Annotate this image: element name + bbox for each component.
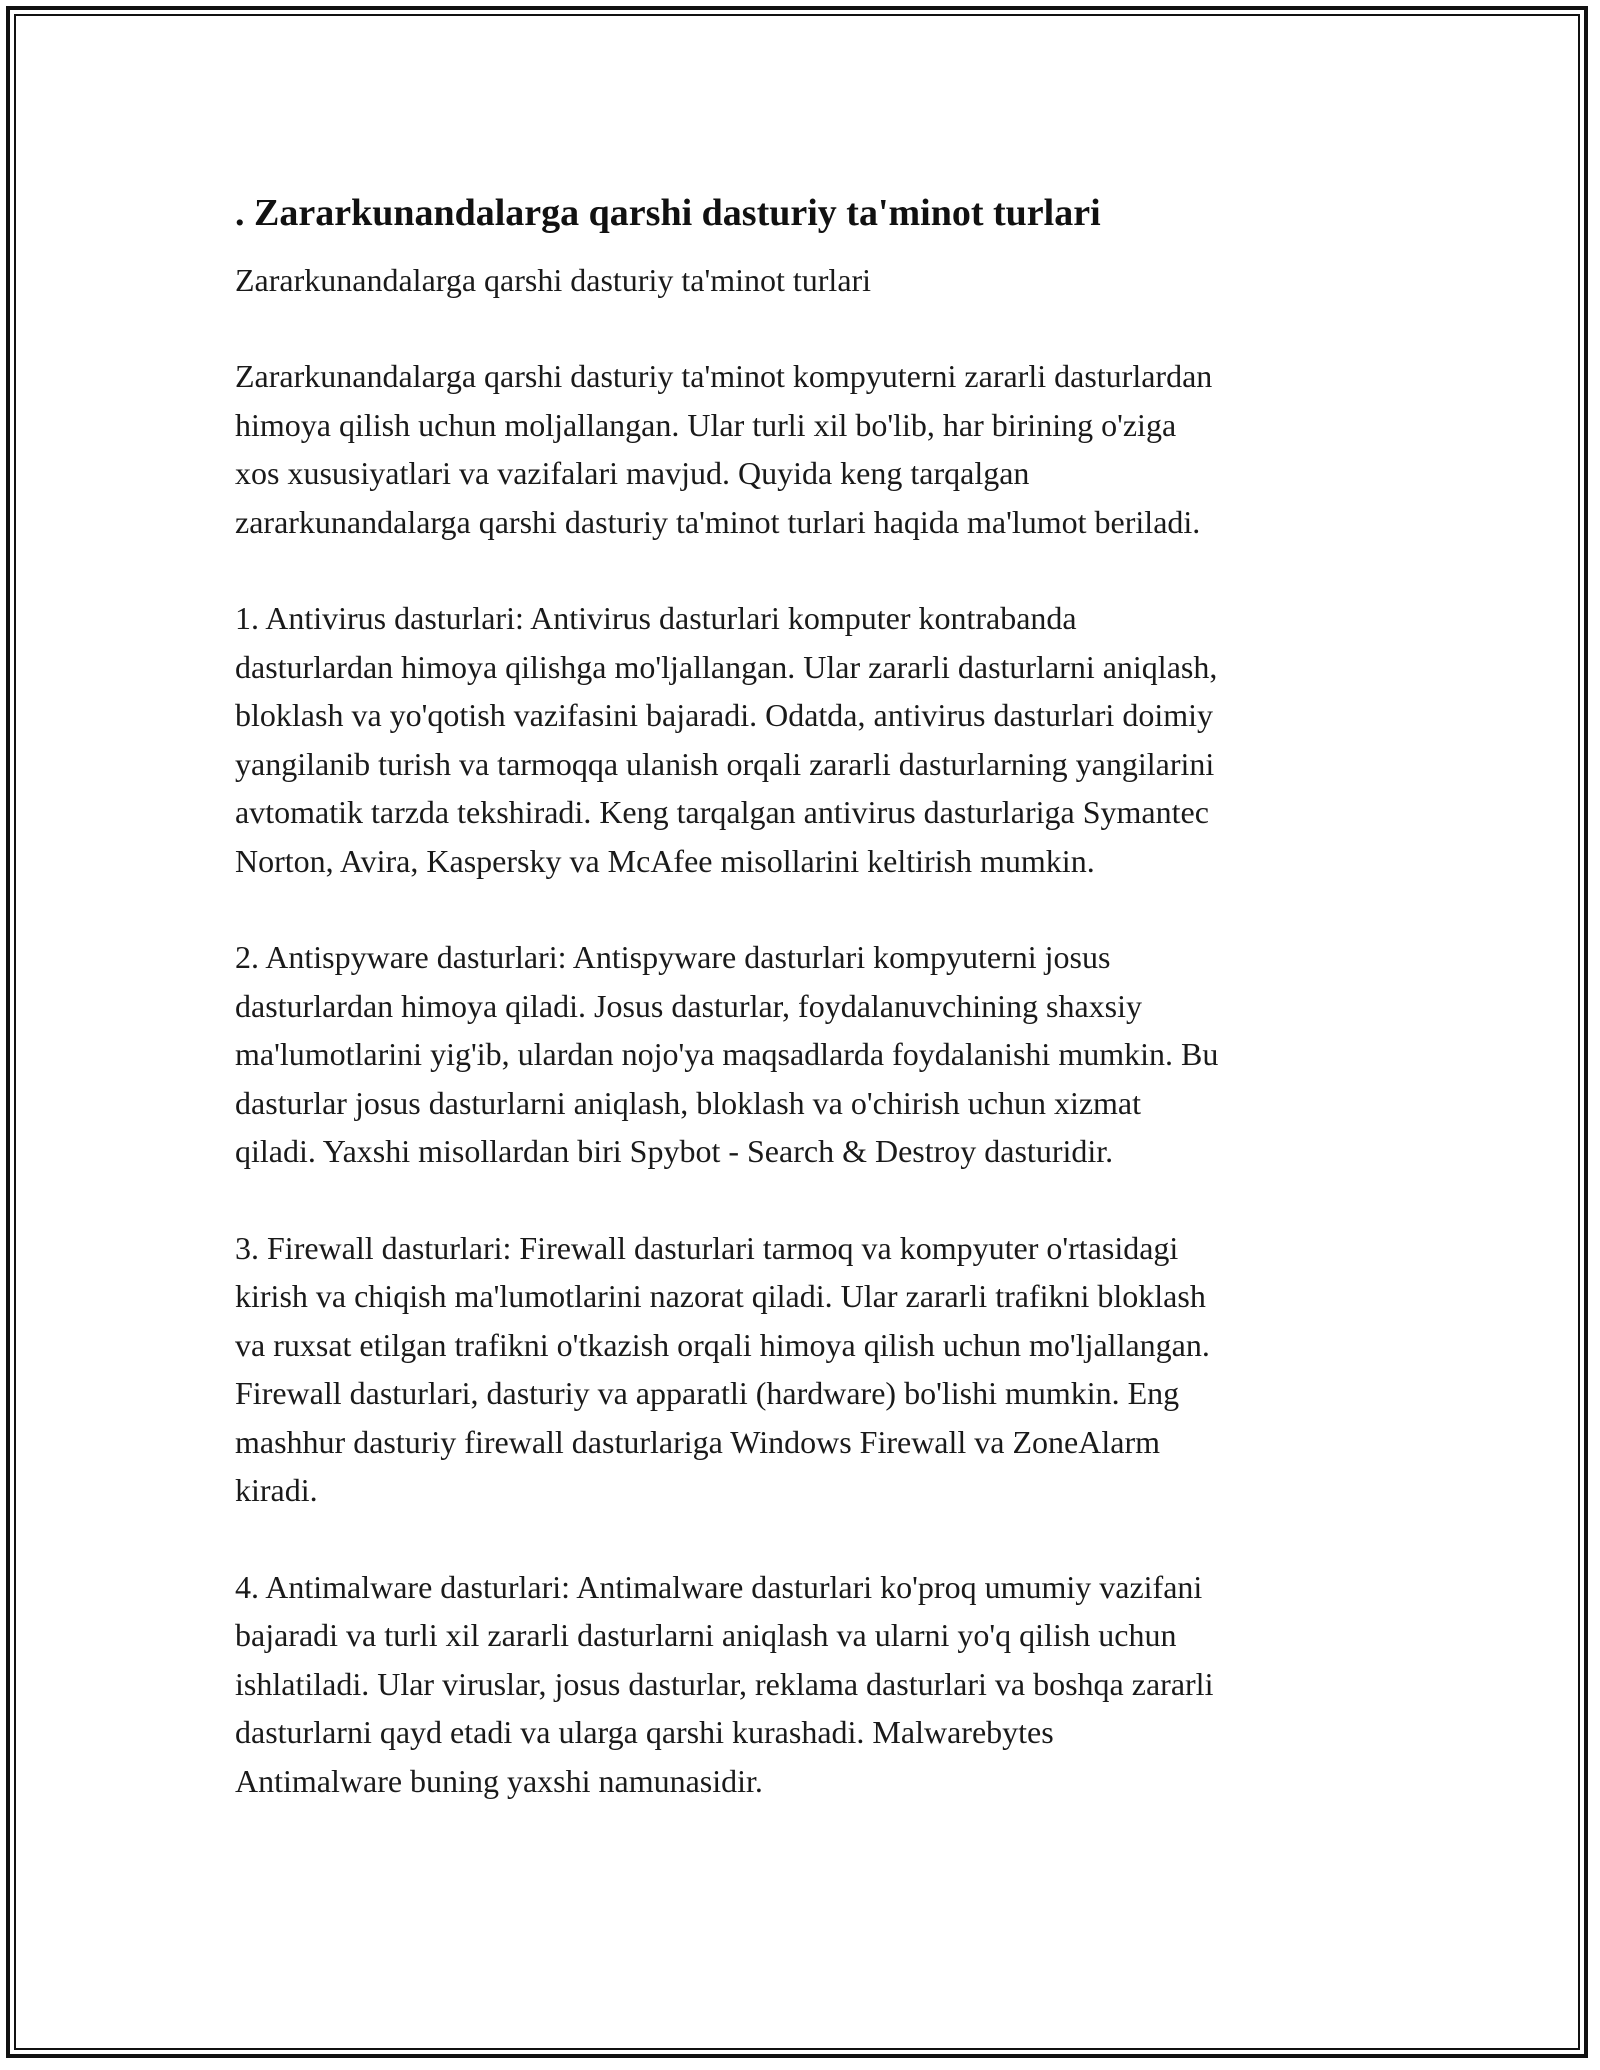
text-line: dasturlardan himoya qilishga mo'ljallangan. Ular zararli dasturlarni aniqlash, [235, 648, 1218, 685]
text-line: bloklash va yo'qotish vazifasini bajaradi. Odatda, antivirus dasturlari doimiy [235, 697, 1213, 733]
intro-paragraph [235, 352, 1375, 546]
text-line: dasturlar josus dasturlarni aniqlash, bloklash va o'chirish uchun xizmat [235, 1084, 1142, 1121]
text-line: va ruxsat etilgan trafikni o'tkazish orqali himoya qilish uchun mo'ljallangan. [235, 1326, 1210, 1363]
text-line: dasturlarni qayd etadi va ularga qarshi kurashadi. Malwarebytes [235, 1714, 1054, 1750]
document-title: . Zararkunandalarga qarshi dasturiy ta'minot turlari [235, 192, 1101, 234]
text-line: 2. Antispyware dasturlari: Antispyware dasturlari kompyuterni josus [235, 939, 1111, 975]
text-line: bajaradi va turli xil zararli dasturlarni aniqlash va ularni yo'q qilish uchun [235, 1617, 1177, 1653]
document-body [235, 186, 1375, 1805]
text-line: mashhur dasturiy firewall dasturlariga Windows Firewall va ZoneAlarm [235, 1423, 1160, 1460]
text-line: 3. Firewall dasturlari: Firewall dasturlari tarmoq va kompyuter o'rtasidagi [235, 1229, 1179, 1266]
text-line: kiradi. [235, 1472, 318, 1508]
text-line: dasturlardan himoya qiladi. Josus dasturlar, foydalanuvchining shaxsiy [235, 987, 1142, 1024]
text-line: yangilanib turish va tarmoqqa ulanish orqali zararli dasturlarning yangilarini [235, 745, 1215, 782]
text-line: 1. Antivirus dasturlari: Antivirus dasturlari komputer kontrabanda [235, 600, 1077, 636]
firewall-paragraph [235, 1224, 1375, 1515]
text-line: Antimalware buning yaxshi namunasidir. [235, 1762, 763, 1799]
text-line: Norton, Avira, Kaspersky va McAfee misollarini keltirish mumkin. [235, 842, 1095, 879]
text-line: qiladi. Yaxshi misollardan biri Spybot - Search & Destroy dasturidir. [235, 1133, 1114, 1169]
antivirus-paragraph [235, 594, 1375, 885]
text-line: ishlatiladi. Ular viruslar, josus dasturlar, reklama dasturlari va boshqa zararli [235, 1665, 1214, 1702]
antispyware-paragraph [235, 933, 1375, 1176]
text-line: 4. Antimalware dasturlari: Antimalware dasturlari ko'proq umumiy vazifani [235, 1568, 1203, 1605]
text-line: Firewall dasturlari, dasturiy va apparatli (hardware) bo'lishi mumkin. Eng [235, 1375, 1180, 1411]
text-line: Zararkunandalarga qarshi dasturiy ta'minot kompyuterni zararli dasturlardan [235, 358, 1213, 394]
document-subtitle: Zararkunandalarga qarshi dasturiy ta'minot turlari [235, 262, 872, 298]
text-line: xos xususiyatlari va vazifalari mavjud. Quyida keng tarqalgan [235, 455, 1030, 491]
antimalware-paragraph [235, 1563, 1375, 1806]
text-line: zararkunandalarga qarshi dasturiy ta'minot turlari haqida ma'lumot beriladi. [235, 503, 1201, 540]
text-line: himoya qilish uchun moljallangan. Ular turli xil bo'lib, har birining o'ziga [235, 406, 1177, 443]
text-line: ma'lumotlarini yig'ib, ulardan nojo'ya maqsadlarda foydalanishi mumkin. Bu [235, 1036, 1219, 1072]
text-line: kirish va chiqish ma'lumotlarini nazorat qiladi. Ular zararli trafikni bloklash [235, 1278, 1206, 1314]
text-line: avtomatik tarzda tekshiradi. Keng tarqalgan antivirus dasturlariga Symantec [235, 794, 1209, 830]
